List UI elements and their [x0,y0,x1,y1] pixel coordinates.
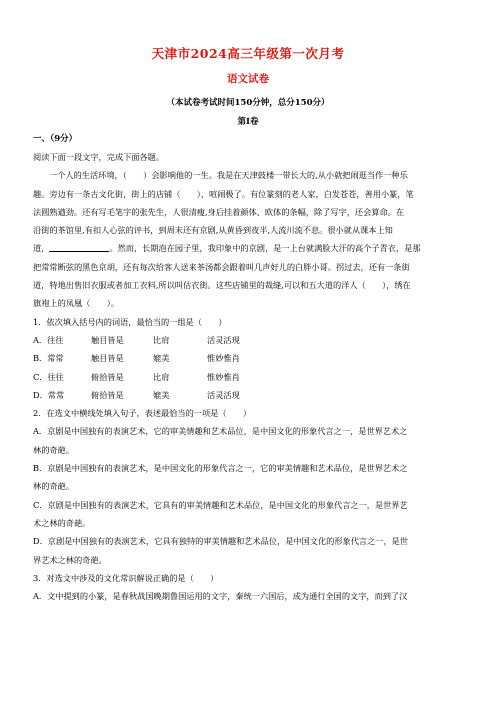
passage-line: 法圆熟遒劲。还有写毛笔字的张先生，人很清瘦,身后挂着颜体、欧体的条幅，除了写字，还会算命。在 [33,206,405,217]
exam-body [33,131,465,605]
q2-option-line: C．京剧是中国独有的表演艺术，它具有的审美情趣和艺术品位，是中国文化的形象代言之一，是世界艺 [33,499,408,510]
instruction: 阅读下面一段文字，完成下面各题。 [33,152,165,162]
question-1-stem: 1．依次填入括号内的词语，最恰当的一组是（ ） [33,316,227,327]
passage-line: 道，特地出售旧衣服或者加工衣料,所以叫估衣街。这些店铺里的裁缝,可以和五大道的洋人（ ），绣在 [33,280,411,291]
q2-option-line: D．京剧是中国独有的表演艺术，它具有独特的审美情趣和艺术品位，是中国文化的形象代言之一，是世 [33,536,409,547]
exam-title: 天津市2024高三年级第一次月考 [151,46,345,61]
q1-option-b: B．常常 触目皆是 媲美 惟妙惟肖 [33,353,240,364]
q1-option-d: D．常常 俯拾皆是 媲美 活灵活现 [33,389,240,400]
q2-option-line: 界艺术之林的奇葩。 [33,554,107,565]
q3-option-line: A．文中提到的小篆，是春秋战国晚期鲁国运用的文字，秦统一六国后，成为通行全国的文字，而到了汉 [33,591,408,602]
passage-line: 把常常断弦的黑色京胡，还有每次给客人送来茶汤都会跟着叫几声好儿的白胖小哥。拐过去，还有一条街 [33,261,410,272]
passage-line: 沿街的茶馆里,有扣人心弦的评书，到周末还有京剧,从黄昏到夜半,人流川流不息。很小就从课本上知 [33,225,393,236]
q1-option-a: A．往往 触目皆是 比肩 活灵活现 [33,334,240,345]
exam-note: （本试卷考试时间150分钟，总分150分） [166,98,330,108]
question-3-stem: 3．对选文中涉及的文化常识解说正确的是（ ） [33,572,219,583]
passage-line: 一个人的生活环境，（ ）会影响他的一生。我是在天津鼓楼一带长大的,从小就把闹逛当作一种乐 [49,170,408,181]
q2-option-line: A．京剧是中国独有的表演艺术，它的审美情趣和艺术品位，是中国文化的形象代言之一，是世界艺术之 [33,426,408,437]
passage-line: 旗袍上的凤凰（ ）。 [33,298,119,309]
passage-line-with-blank: 道， 。然而，长期泡在园子里，我印象中的京剧，是一上台就满脸大汗的高个子青衣，是那 [33,243,421,254]
question-2-stem: 2．在选文中横线处填入句子，表述最恰当的一项是（ ） [33,408,252,419]
q2-option-line: 林的奇葩。 [33,444,74,455]
section-heading: 一、（9分） [33,134,78,144]
q1-option-c: C．往往 俯拾皆是 比肩 惟妙惟肖 [33,371,240,382]
exam-subtitle: 语文试卷 [227,73,269,85]
q2-option-line: B．京剧是中国独有的表演艺术，是中国文化的形象代言之一，它的审美情趣和艺术品位，是世界艺术之 [33,463,408,474]
q2-option-line: 林的奇葩。 [33,481,74,492]
answer-blank [49,242,109,252]
q2-option-line: 术之林的奇葩。 [33,517,91,528]
passage-line: 趣。旁边有一条古文化街，街上的店铺（ ），喧闹极了。有位篆刻的老人家，白发苍苍，善用小篆，笔 [33,188,414,199]
volume-label: 第Ⅰ卷 [237,117,259,127]
